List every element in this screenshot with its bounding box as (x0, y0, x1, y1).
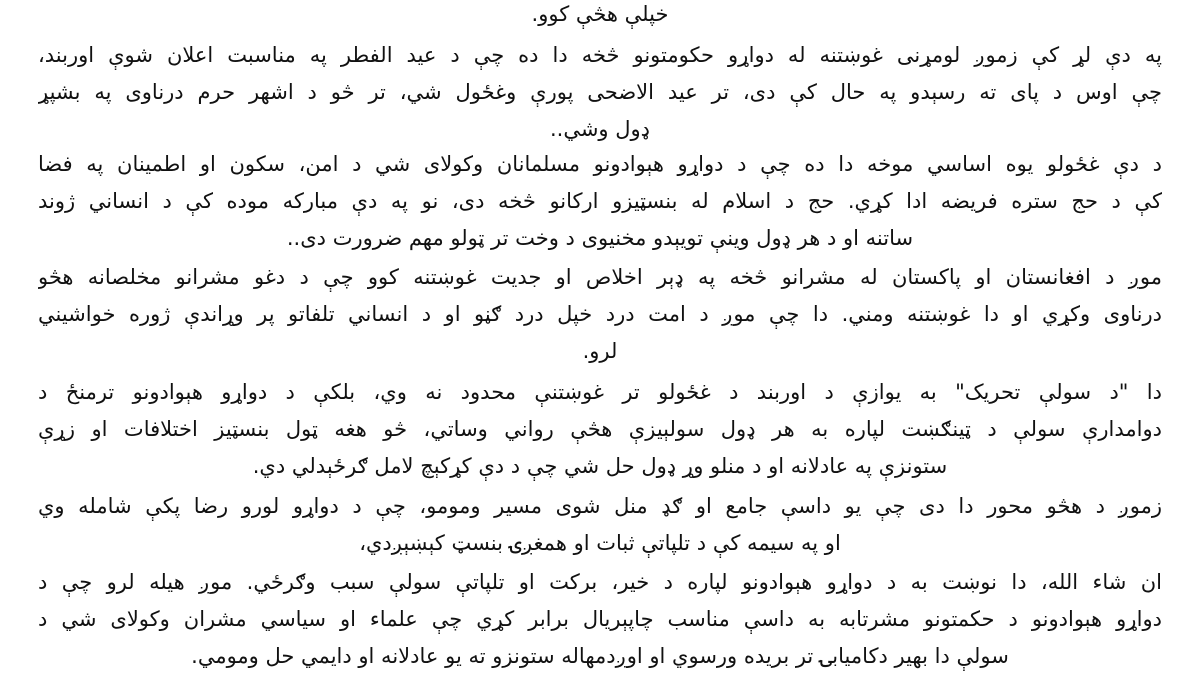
text-line-16: دواړو هېوادونو د حکمتونو مشرتابه به داسې مناسب چاپېریال برابر کړي چې علماء او سیاسي مشران وکولای شي د (38, 607, 1162, 631)
text-line-8: درناوی وکړي او دا غوښتنه ومني. دا چې موږ د امت درد خپل درد ګڼو او د انساني تلفاتو پر وړاندې ژوره خواشیني (38, 302, 1162, 326)
text-line-14: او په سیمه کې د تلپاتې ثبات او همغږۍ بنسټ کېښېږدي، (359, 531, 841, 555)
text-line-4: د دې غځولو یوه اساسي موخه دا ده چې د دواړو هېوادونو مسلمانان وکولای شي د امن، سکون او اطمینان په فضا (38, 152, 1162, 176)
text-line-12: ستونزې په عادلانه او د منلو وړ ډول حل شي چې د دې کړکېچ لامل ګرځېدلي دي. (252, 454, 948, 478)
text-line-1: په دې لړ کې زموږ لومړنی غوښتنه له دواړو حکومتونو څخه دا ده چې د عید الفطر په مناسبت اعلان شوې اوربند، (38, 43, 1162, 67)
text-line-7: موږ د افغانستان او پاکستان له مشرانو څخه په ډېر اخلاص او جدیت غوښتنه کوو چې د دغو مشرانو مخلصانه هڅو (38, 265, 1162, 289)
text-line-9: لرو. (582, 339, 618, 363)
text-line-17: سولې دا بهیر دکامیابۍ تر بریده ورسوي او اوږدمهاله ستونزو ته یو عادلانه او دایمي حل ومومي. (191, 644, 1009, 668)
text-line-0: خپلې هڅې کوو. (531, 2, 669, 26)
text-line-5: کې د حج ستره فریضه ادا کړي. حج د اسلام له بنسټیزو ارکانو څخه دی، نو په دې مبارکه موده کې د انساني ژوند (38, 189, 1162, 213)
text-line-3: ډول وشي.. (549, 117, 651, 141)
text-line-6: ساتنه او د هر ډول وینې تویېدو مخنیوی د وخت تر ټولو مهم ضرورت دی.. (286, 226, 914, 250)
text-line-15: ان شاء الله، دا نوښت به د دواړو هېوادونو لپاره د خیر، برکت او تلپاتې سولې سبب وګرځي. موږ هیله لرو چې د (38, 570, 1162, 594)
text-line-10: دا "د سولې تحریک" به یوازې د اوربند د غځولو تر غوښتنې محدود نه وي، بلکې د دواړو هېوادونو ترمنځ د (38, 380, 1162, 404)
text-line-11: دوامدارې سولې د ټینګښت لپاره به هر ډول سولېیزې هڅې رواني وساتي، څو هغه ټول بنسټیز اختلافات او زړې (38, 417, 1162, 441)
text-line-2: چې اوس د پای ته رسېدو په حال کې دی، تر عید الاضحی پورې وغځول شي، تر څو د اشهر حرم درناوی په بشپړ (38, 80, 1162, 104)
text-line-13: زموږ د هڅو محور دا دی چې یو داسې جامع او ګډ منل شوی مسیر ومومو، چې د دواړو لورو رضا پکې شامله وي (38, 494, 1162, 518)
